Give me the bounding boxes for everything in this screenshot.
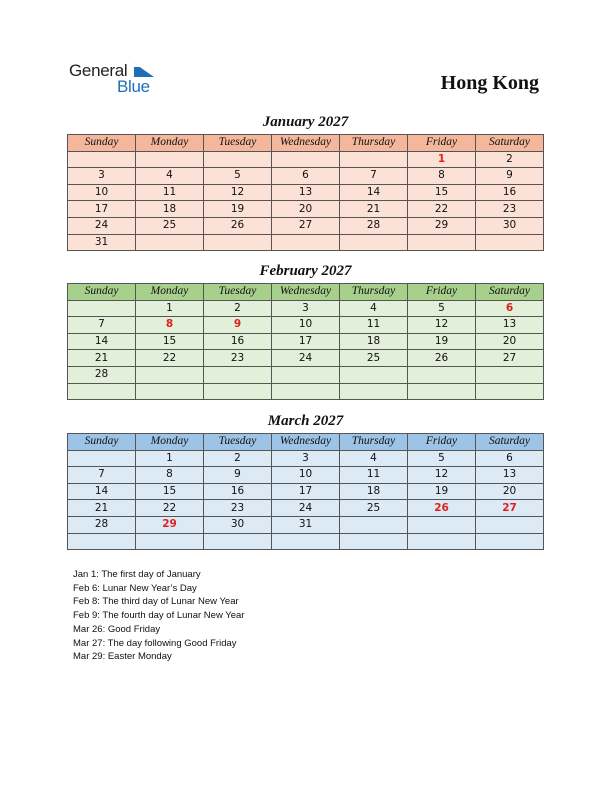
month-title: January 2027: [262, 114, 349, 130]
day-cell: 29: [136, 516, 204, 533]
weekday-header: Monday: [136, 284, 204, 301]
day-cell: [272, 533, 340, 550]
month-march: [67, 411, 544, 550]
day-cell: 27: [476, 350, 544, 367]
day-cell: 18: [340, 333, 408, 350]
holiday-entry: Jan 1: The first day of January: [73, 569, 201, 580]
day-cell: [476, 366, 544, 383]
day-cell: 16: [204, 333, 272, 350]
day-cell: [204, 151, 272, 168]
day-cell: 26: [408, 500, 476, 517]
day-cell: [408, 234, 476, 251]
day-cell: 7: [68, 317, 136, 334]
day-cell: [68, 383, 136, 400]
day-cell: 28: [68, 366, 136, 383]
day-cell: [136, 366, 204, 383]
weekday-header: Thursday: [340, 135, 408, 152]
day-cell: 11: [136, 184, 204, 201]
day-cell: 23: [204, 500, 272, 517]
general-blue-logo: [69, 61, 169, 97]
day-cell: 3: [272, 450, 340, 467]
day-cell: 31: [68, 234, 136, 251]
day-cell: 1: [136, 450, 204, 467]
day-cell: 3: [272, 300, 340, 317]
day-cell: 15: [136, 333, 204, 350]
week-row: [68, 450, 544, 467]
day-cell: 25: [340, 500, 408, 517]
week-row: [68, 533, 544, 550]
day-cell: 7: [340, 168, 408, 185]
day-cell: 18: [340, 483, 408, 500]
day-cell: 13: [476, 467, 544, 484]
day-cell: 8: [136, 467, 204, 484]
weekday-header: Saturday: [476, 434, 544, 451]
day-cell: 19: [408, 333, 476, 350]
day-cell: [340, 151, 408, 168]
day-cell: 1: [136, 300, 204, 317]
day-cell: 22: [136, 500, 204, 517]
day-cell: [68, 300, 136, 317]
logo-flag-icon: [134, 63, 154, 77]
day-cell: 15: [408, 184, 476, 201]
weekday-header: Wednesday: [272, 434, 340, 451]
day-cell: 21: [68, 350, 136, 367]
holiday-entry: Mar 27: The day following Good Friday: [73, 637, 237, 649]
day-cell: 13: [476, 317, 544, 334]
day-cell: 23: [476, 201, 544, 218]
week-row: [68, 300, 544, 317]
week-row: [68, 383, 544, 400]
day-cell: 7: [68, 467, 136, 484]
day-cell: [340, 366, 408, 383]
week-row: [68, 217, 544, 234]
day-cell: 8: [408, 168, 476, 185]
day-cell: 14: [68, 333, 136, 350]
day-cell: [68, 151, 136, 168]
day-cell: [408, 533, 476, 550]
day-cell: 12: [408, 317, 476, 334]
weekday-header: Tuesday: [204, 434, 272, 451]
day-cell: [476, 234, 544, 251]
weekday-header: Saturday: [476, 135, 544, 152]
day-cell: 10: [272, 317, 340, 334]
week-row: [68, 317, 544, 334]
day-cell: 2: [204, 300, 272, 317]
day-cell: 4: [340, 450, 408, 467]
day-cell: 29: [408, 217, 476, 234]
week-row: [68, 483, 544, 500]
day-cell: 15: [136, 483, 204, 500]
day-cell: 21: [68, 500, 136, 517]
calendar-table: [67, 283, 544, 400]
day-cell: 9: [204, 467, 272, 484]
day-cell: 17: [68, 201, 136, 218]
country-title: Hong Kong: [440, 72, 539, 94]
day-cell: [272, 151, 340, 168]
day-cell: 12: [204, 184, 272, 201]
day-cell: 20: [476, 483, 544, 500]
day-cell: 9: [204, 317, 272, 334]
weekday-header: Wednesday: [272, 284, 340, 301]
day-cell: 24: [272, 350, 340, 367]
month-february: [67, 261, 544, 400]
week-row: [68, 184, 544, 201]
day-cell: [340, 516, 408, 533]
week-row: [68, 467, 544, 484]
day-cell: 5: [408, 450, 476, 467]
weekday-header: Friday: [408, 434, 476, 451]
day-cell: 2: [204, 450, 272, 467]
holiday-entry: Mar 29: Easter Monday: [73, 651, 172, 663]
day-cell: 24: [68, 217, 136, 234]
day-cell: [476, 516, 544, 533]
calendar-table: [67, 433, 544, 550]
day-cell: 16: [204, 483, 272, 500]
day-cell: 31: [272, 516, 340, 533]
week-row: [68, 234, 544, 251]
weekday-header: Thursday: [340, 434, 408, 451]
holiday-entry: Feb 9: The fourth day of Lunar New Year: [73, 610, 245, 622]
day-cell: [204, 366, 272, 383]
day-cell: 11: [340, 467, 408, 484]
day-cell: [476, 533, 544, 550]
week-row: [68, 168, 544, 185]
day-cell: [408, 366, 476, 383]
day-cell: [204, 383, 272, 400]
logo-text-general: General: [69, 61, 128, 80]
day-cell: 20: [272, 201, 340, 218]
day-cell: 17: [272, 333, 340, 350]
holiday-entry: Feb 6: Lunar New Year’s Day: [73, 582, 197, 594]
holiday-entry: Mar 26: Good Friday: [73, 623, 161, 635]
day-cell: 22: [408, 201, 476, 218]
day-cell: [272, 366, 340, 383]
day-cell: [340, 533, 408, 550]
weekday-header: Sunday: [68, 135, 136, 152]
weekday-header: Monday: [136, 135, 204, 152]
day-cell: [136, 533, 204, 550]
day-cell: 25: [136, 217, 204, 234]
calendar-table: [67, 134, 544, 251]
day-cell: 4: [340, 300, 408, 317]
day-cell: [408, 383, 476, 400]
day-cell: 19: [408, 483, 476, 500]
month-january: [67, 112, 544, 251]
day-cell: 27: [476, 500, 544, 517]
weekday-header: Monday: [136, 434, 204, 451]
day-cell: 11: [340, 317, 408, 334]
day-cell: [204, 234, 272, 251]
day-cell: [340, 383, 408, 400]
week-row: [68, 350, 544, 367]
weekday-header: Sunday: [68, 434, 136, 451]
day-cell: 25: [340, 350, 408, 367]
day-cell: [136, 383, 204, 400]
day-cell: 12: [408, 467, 476, 484]
holiday-list: [73, 568, 244, 664]
weekday-header: Friday: [408, 135, 476, 152]
month-title: March 2027: [267, 413, 344, 429]
day-cell: 19: [204, 201, 272, 218]
day-cell: 24: [272, 500, 340, 517]
weekday-header: Wednesday: [272, 135, 340, 152]
day-cell: 5: [408, 300, 476, 317]
holiday-entry: Feb 8: The third day of Lunar New Year: [73, 596, 239, 608]
month-title: February 2027: [259, 263, 352, 279]
day-cell: 30: [204, 516, 272, 533]
day-cell: 13: [272, 184, 340, 201]
day-cell: 2: [476, 151, 544, 168]
week-row: [68, 516, 544, 533]
day-cell: 22: [136, 350, 204, 367]
weekday-header: Sunday: [68, 284, 136, 301]
day-cell: 6: [476, 450, 544, 467]
day-cell: 23: [204, 350, 272, 367]
day-cell: 1: [408, 151, 476, 168]
logo-text-blue: Blue: [117, 77, 150, 96]
day-cell: 6: [272, 168, 340, 185]
day-cell: 20: [476, 333, 544, 350]
weekday-header: Saturday: [476, 284, 544, 301]
day-cell: 28: [68, 516, 136, 533]
day-cell: [136, 151, 204, 168]
day-cell: [68, 450, 136, 467]
week-row: [68, 151, 544, 168]
day-cell: 14: [340, 184, 408, 201]
weekday-header: Tuesday: [204, 135, 272, 152]
day-cell: 28: [340, 217, 408, 234]
day-cell: [340, 234, 408, 251]
weekday-header: Thursday: [340, 284, 408, 301]
day-cell: [476, 383, 544, 400]
day-cell: 26: [204, 217, 272, 234]
day-cell: 14: [68, 483, 136, 500]
day-cell: 30: [476, 217, 544, 234]
day-cell: [408, 516, 476, 533]
day-cell: [272, 383, 340, 400]
week-row: [68, 201, 544, 218]
day-cell: 6: [476, 300, 544, 317]
day-cell: 8: [136, 317, 204, 334]
day-cell: 9: [476, 168, 544, 185]
day-cell: 26: [408, 350, 476, 367]
day-cell: 4: [136, 168, 204, 185]
day-cell: 10: [272, 467, 340, 484]
day-cell: 27: [272, 217, 340, 234]
day-cell: 5: [204, 168, 272, 185]
week-row: [68, 500, 544, 517]
day-cell: 17: [272, 483, 340, 500]
weekday-header: Tuesday: [204, 284, 272, 301]
day-cell: [272, 234, 340, 251]
day-cell: 18: [136, 201, 204, 218]
day-cell: [136, 234, 204, 251]
week-row: [68, 366, 544, 383]
day-cell: 10: [68, 184, 136, 201]
week-row: [68, 333, 544, 350]
day-cell: 16: [476, 184, 544, 201]
day-cell: 3: [68, 168, 136, 185]
day-cell: 21: [340, 201, 408, 218]
day-cell: [68, 533, 136, 550]
day-cell: [204, 533, 272, 550]
weekday-header: Friday: [408, 284, 476, 301]
